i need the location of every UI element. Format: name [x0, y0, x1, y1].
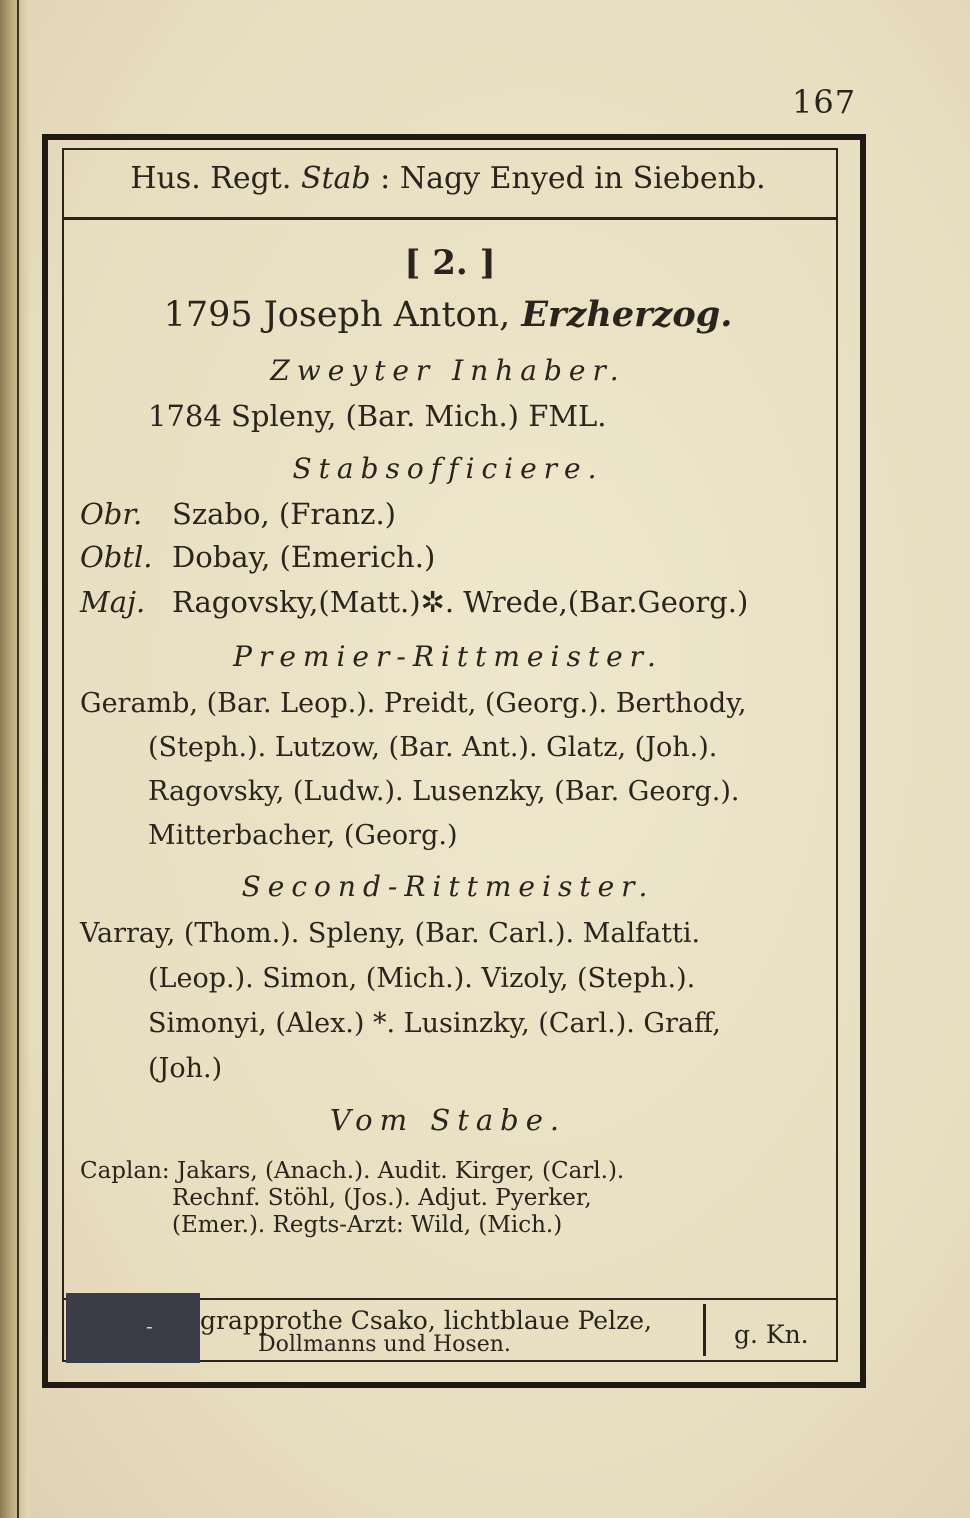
header-rule: [62, 217, 838, 220]
inhaber-title: Erzherzog.: [521, 294, 733, 335]
second-line: (Joh.): [148, 1053, 223, 1084]
premier-line: Geramb, (Bar. Leop.). Preidt, (Georg.). Berthody,: [80, 688, 747, 719]
vom-stabe-line: Caplan: Jakars, (Anach.). Audit. Kirger, (Carl.).: [80, 1158, 625, 1184]
regiment-header: [62, 161, 834, 196]
uniform-description-line-2: Dollmanns und Hosen.: [258, 1332, 511, 1357]
section-title-second-rittmeister: Second-Rittmeister.: [241, 870, 655, 903]
officer-name: Dobay, (Emerich.): [172, 540, 436, 574]
section-title-premier-rittmeister: Premier-Rittmeister.: [233, 640, 663, 673]
premier-line: Ragovsky, (Ludw.). Lusenzky, (Bar. Georg.).: [148, 776, 740, 807]
officer-name: Szabo, (Franz.): [172, 497, 396, 531]
second-line: (Leop.). Simon, (Mich.). Vizoly, (Steph.).: [148, 963, 696, 994]
premier-line: (Steph.). Lutzow, (Bar. Ant.). Glatz, (Joh.).: [148, 732, 718, 763]
gutter-line: [17, 0, 19, 1518]
section-title-stabsofficiere: Stabsofficiere.: [292, 452, 604, 485]
officer-name: Ragovsky,(Matt.)✲. Wrede,(Bar.Georg.): [172, 585, 749, 619]
book-gutter: [0, 0, 30, 1518]
vom-stabe-line: Rechnf. Stöhl, (Jos.). Adjut. Pyerker,: [172, 1185, 592, 1211]
stabsofficier-row: [80, 585, 749, 619]
premier-line: Mitterbacher, (Georg.): [148, 820, 458, 851]
footer-right-label: g. Kn.: [734, 1320, 809, 1349]
rank-label: Obr.: [80, 497, 143, 531]
stabsofficier-row: [80, 497, 396, 531]
stabsofficier-row: [80, 540, 436, 574]
header-stab-label: Stab: [300, 161, 371, 196]
inhaber-text: 1795 Joseph Anton,: [163, 295, 522, 335]
header-suffix: : Nagy Enyed in Siebenb.: [370, 161, 766, 196]
regiment-number: [ 2. ]: [404, 243, 496, 283]
second-line: Varray, (Thom.). Spleny, (Bar. Carl.). Malfatti.: [80, 918, 701, 949]
redaction-box: [66, 1293, 200, 1363]
section-title-vom-stabe: Vom Stabe.: [329, 1103, 567, 1137]
zweyter-inhaber-entry: 1784 Spleny, (Bar. Mich.) FML.: [148, 399, 607, 433]
vom-stabe-line: (Emer.). Regts-Arzt: Wild, (Mich.): [172, 1212, 563, 1238]
rank-label: Maj.: [80, 585, 146, 619]
rank-label: Obtl.: [80, 540, 153, 574]
redaction-mark: -: [146, 1314, 153, 1338]
second-line: Simonyi, (Alex.) *. Lusinzky, (Carl.). Graff,: [148, 1008, 721, 1039]
header-prefix: Hus. Regt.: [130, 161, 301, 196]
footer-separator: [703, 1304, 706, 1356]
uniform-description-line-1: grapprothe Csako, lichtblaue Pelze,: [200, 1306, 653, 1335]
inhaber-line: [62, 294, 834, 335]
section-title-zweyter-inhaber: Zweyter Inhaber.: [270, 354, 626, 387]
page-number: 167: [792, 83, 857, 121]
